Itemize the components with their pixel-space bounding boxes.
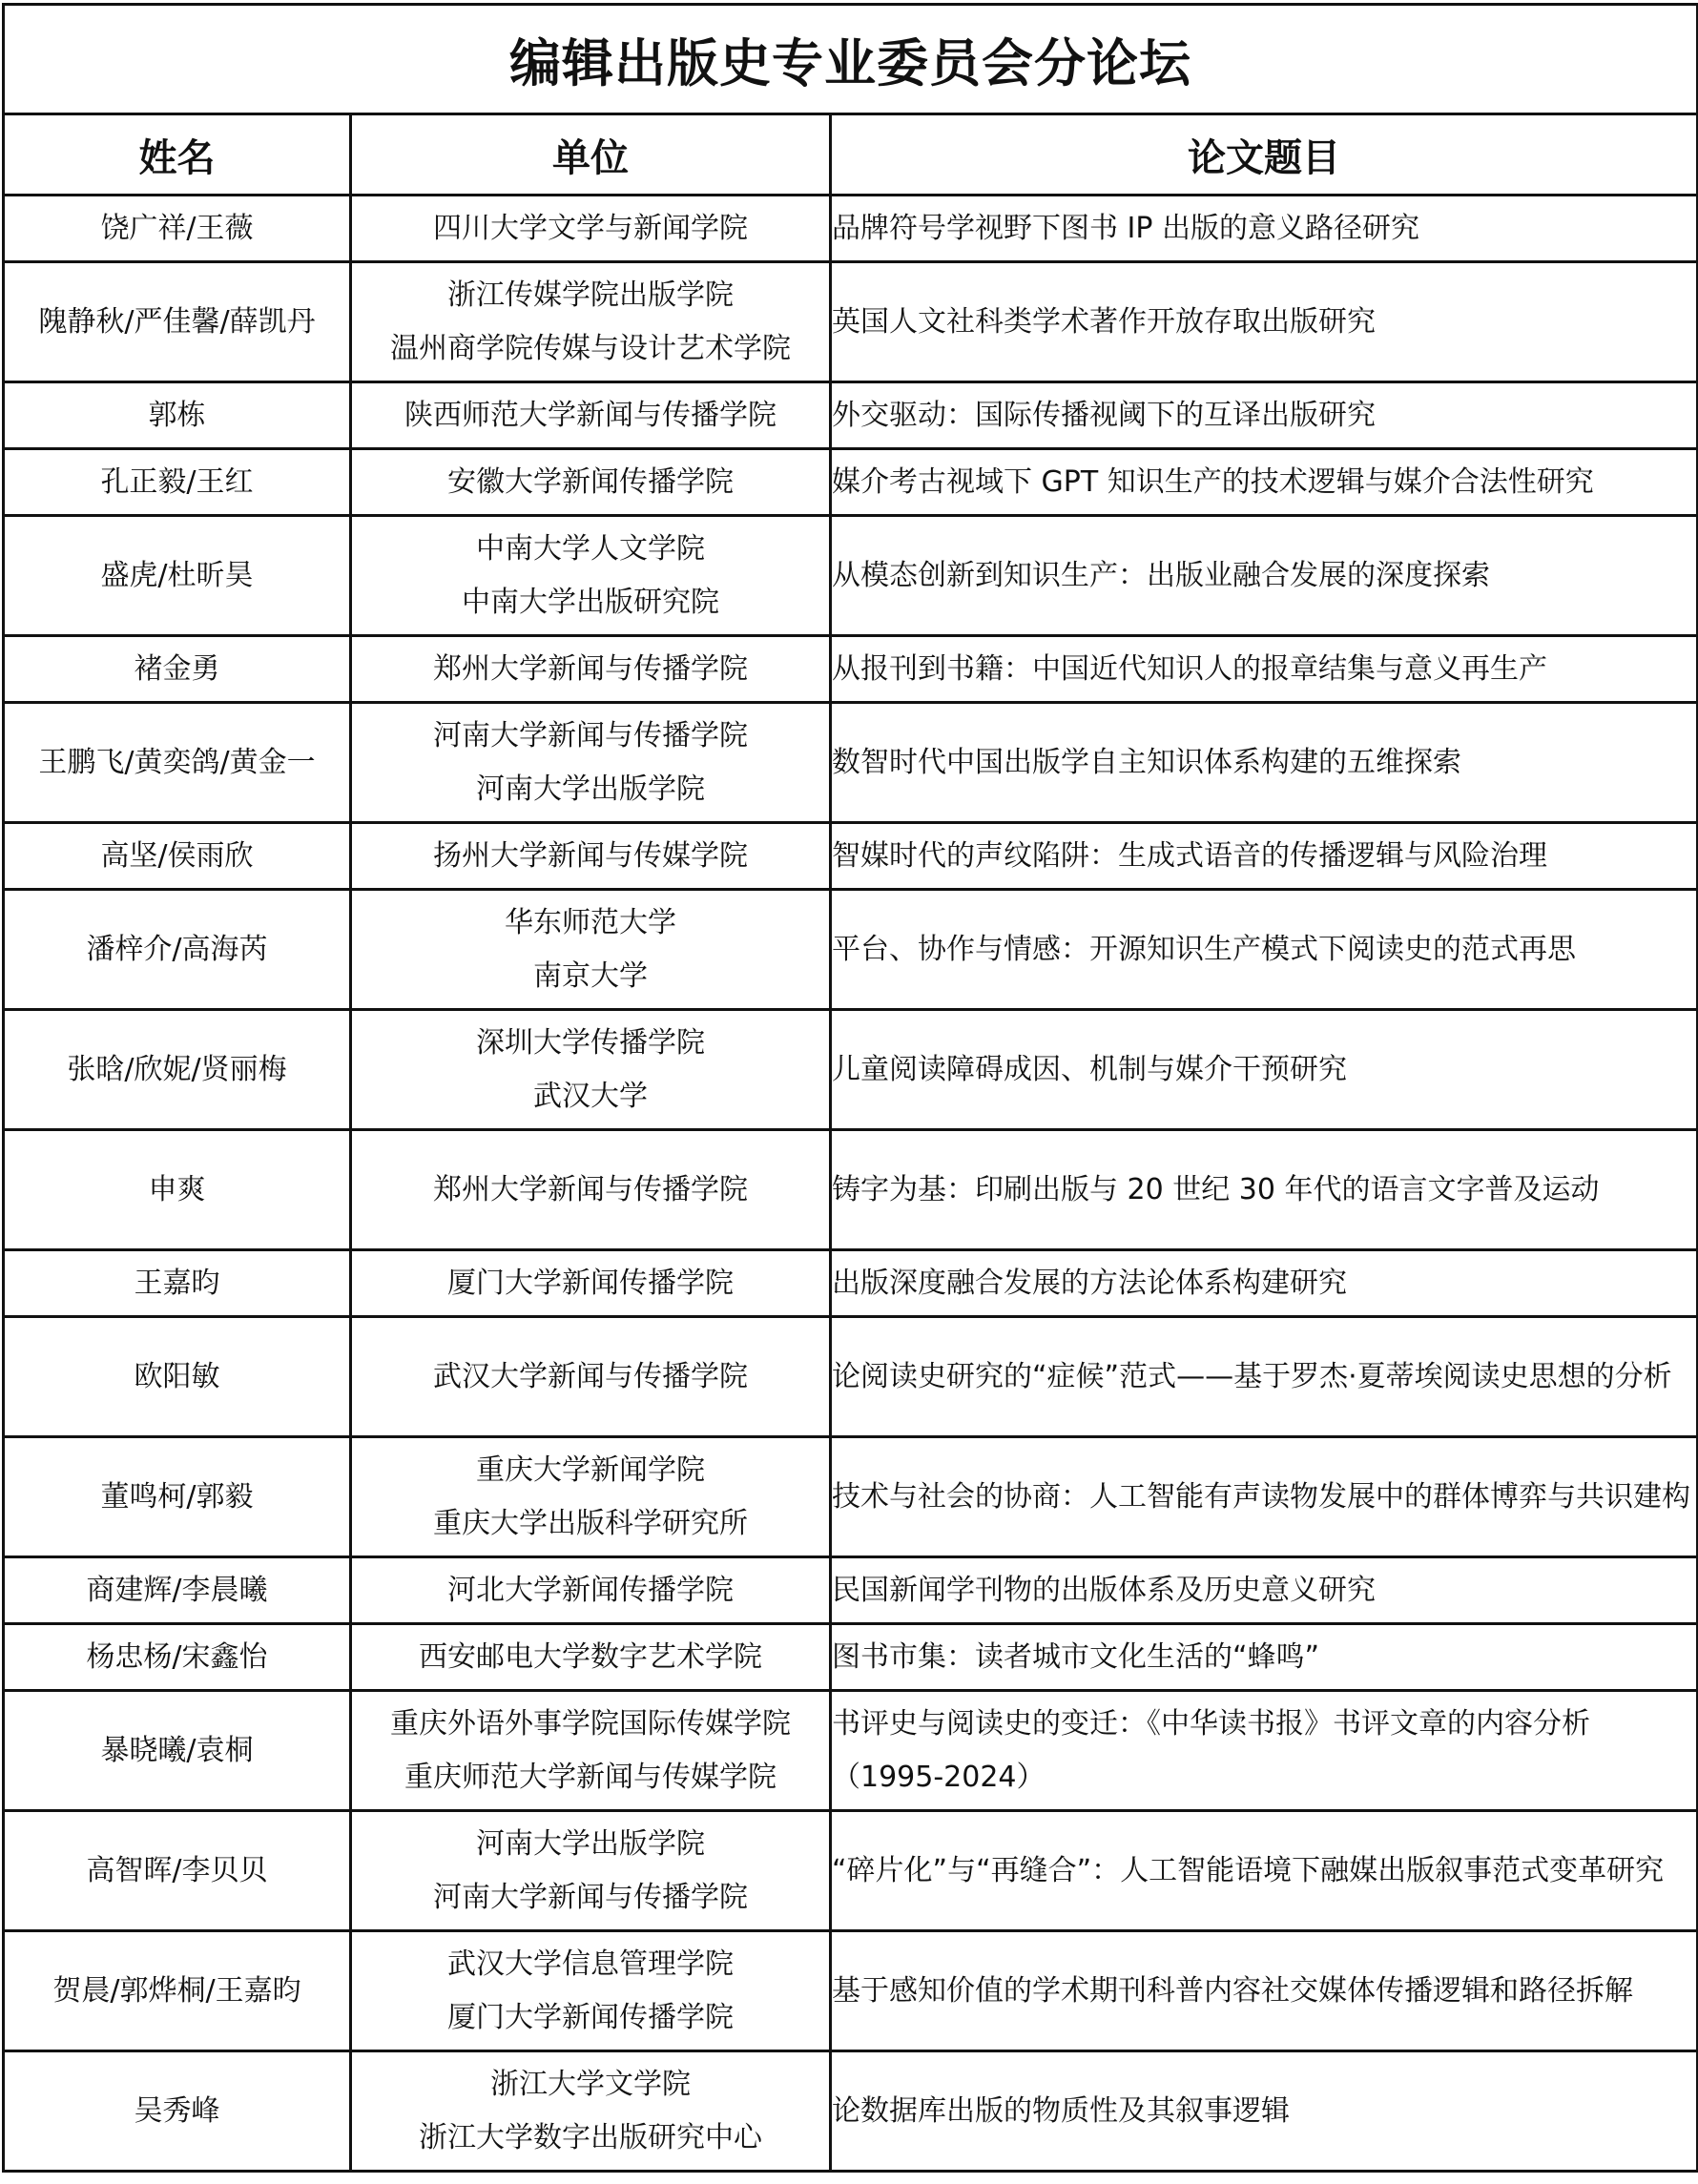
paper-title: “碎片化”与“再缝合”：人工智能语境下融媒出版叙事范式变革研究 [832,1853,1665,1887]
table-row [4,636,1698,703]
affiliation-line: 华东师范大学 [505,905,676,939]
affiliation-line: 陕西师范大学新闻与传播学院 [404,398,777,432]
author-names: 高智晖/李贝贝 [86,1853,268,1887]
author-names: 张晗/欣妮/贤丽梅 [67,1052,287,1086]
forum-table [2,3,1698,2173]
author-cell [4,823,351,890]
author-cell [4,516,351,636]
affiliation-cell [351,703,831,823]
affiliation-line: 武汉大学新闻与传播学院 [433,1359,748,1393]
paper-title-cell [831,382,1698,449]
affiliation-line: 河南大学新闻与传播学院 [433,718,748,752]
affiliation-line: 南京大学 [533,958,648,993]
affiliation-cell [351,1250,831,1317]
affiliation-line: 武汉大学信息管理学院 [447,1947,734,1981]
author-names: 郭栋 [148,398,206,432]
author-names: 王嘉昀 [134,1266,220,1300]
author-cell [4,1691,351,1811]
table-row [4,2051,1698,2172]
author-names: 褚金勇 [134,651,220,686]
affiliation-line: 厦门大学新闻传播学院 [447,2000,734,2034]
author-cell [4,1437,351,1557]
paper-title: 平台、协作与情感：开源知识生产模式下阅读史的范式再思 [832,932,1576,966]
paper-title: 论阅读史研究的“症候”范式——基于罗杰·夏蒂埃阅读史思想的分析 [832,1359,1672,1393]
table-row [4,1130,1698,1250]
affiliation-line: 四川大学文学与新闻学院 [433,211,748,245]
paper-title: 铸字为基：印刷出版与 20 世纪 30 年代的语言文字普及运动 [832,1172,1600,1206]
author-cell [4,1624,351,1691]
affiliation-cell [351,890,831,1010]
author-names: 欧阳敏 [134,1359,220,1393]
affiliation-cell [351,1811,831,1931]
paper-title: 智媒时代的声纹陷阱：生成式语音的传播逻辑与风险治理 [832,838,1547,873]
author-cell [4,890,351,1010]
paper-title: 媒介考古视域下 GPT 知识生产的技术逻辑与媒介合法性研究 [832,464,1594,499]
table-row [4,1931,1698,2051]
affiliation-line: 中南大学出版研究院 [462,585,719,619]
author-names: 吴秀峰 [134,2093,220,2128]
affiliation-line: 浙江传媒学院出版学院 [447,278,734,312]
affiliation-cell [351,262,831,382]
column-header-unit: 单位 [351,114,831,196]
affiliation-line: 河北大学新闻传播学院 [447,1573,734,1607]
affiliation-cell [351,196,831,262]
affiliation-line: 厦门大学新闻传播学院 [447,1266,734,1300]
affiliation-line: 河南大学出版学院 [476,1826,705,1861]
paper-title-cell [831,703,1698,823]
table-row [4,1811,1698,1931]
author-names: 杨忠杨/宋鑫怡 [86,1639,268,1674]
paper-title-cell [831,1811,1698,1931]
author-cell [4,1010,351,1130]
author-cell [4,1317,351,1437]
author-names: 董鸣柯/郭毅 [100,1479,254,1514]
author-names: 申爽 [148,1172,206,1206]
author-names: 高坚/侯雨欣 [100,838,254,873]
paper-title: 外交驱动：国际传播视阈下的互译出版研究 [832,398,1376,432]
table-row [4,703,1698,823]
author-cell [4,196,351,262]
affiliation-cell [351,1931,831,2051]
author-names: 贺晨/郭烨桐/王嘉昀 [52,1973,301,2008]
affiliation-cell [351,1691,831,1811]
table-row [4,1317,1698,1437]
table-row [4,1010,1698,1130]
paper-title-cell [831,1557,1698,1624]
affiliation-line: 武汉大学 [533,1079,648,1113]
paper-title-cell [831,1691,1698,1811]
table-row [4,382,1698,449]
affiliation-line: 河南大学新闻与传播学院 [433,1880,748,1914]
table-row [4,516,1698,636]
author-cell [4,636,351,703]
affiliation-line: 重庆大学新闻学院 [476,1453,705,1487]
paper-title: 从模态创新到知识生产：出版业融合发展的深度探索 [832,558,1490,592]
author-cell [4,1557,351,1624]
paper-title-cell [831,449,1698,516]
affiliation-line: 郑州大学新闻与传播学院 [433,1172,748,1206]
paper-title-cell [831,262,1698,382]
affiliation-line: 重庆大学出版科学研究所 [433,1506,748,1540]
header-row [4,114,1698,196]
paper-title: 论数据库出版的物质性及其叙事逻辑 [832,2093,1290,2128]
affiliation-cell [351,382,831,449]
affiliation-line: 深圳大学传播学院 [476,1025,705,1060]
table-row [4,1624,1698,1691]
paper-title-cell [831,516,1698,636]
affiliation-line: 河南大学出版学院 [476,772,705,806]
author-names: 孔正毅/王红 [100,464,254,499]
paper-title-cell [831,1624,1698,1691]
affiliation-line: 浙江大学文学院 [490,2067,691,2101]
column-header-topic: 论文题目 [831,114,1698,196]
author-cell [4,703,351,823]
table-row [4,1250,1698,1317]
affiliation-line: 扬州大学新闻与传媒学院 [433,838,748,873]
paper-title-cell [831,1931,1698,2051]
affiliation-cell [351,1317,831,1437]
table-row [4,262,1698,382]
affiliation-line: 重庆师范大学新闻与传媒学院 [404,1760,777,1794]
author-names: 饶广祥/王薇 [100,211,254,245]
affiliation-cell [351,1624,831,1691]
author-cell [4,1130,351,1250]
affiliation-cell [351,516,831,636]
paper-title-cell [831,1250,1698,1317]
title-row [4,5,1698,114]
affiliation-line: 重庆外语外事学院国际传媒学院 [390,1706,791,1741]
affiliation-cell [351,2051,831,2172]
affiliation-line: 中南大学人文学院 [476,531,705,566]
table-row [4,196,1698,262]
paper-title-cell [831,1317,1698,1437]
author-cell [4,1931,351,2051]
author-cell [4,382,351,449]
affiliation-cell [351,636,831,703]
paper-title: 图书市集：读者城市文化生活的“蜂鸣” [832,1639,1320,1674]
paper-title: 技术与社会的协商：人工智能有声读物发展中的群体博弈与共识建构 [832,1479,1690,1514]
table-row [4,1691,1698,1811]
affiliation-cell [351,1130,831,1250]
table-row [4,890,1698,1010]
table-row [4,823,1698,890]
paper-title-cell [831,890,1698,1010]
paper-title: 英国人文社科类学术著作开放存取出版研究 [832,304,1376,339]
paper-title-cell [831,2051,1698,2172]
paper-title: 书评史与阅读史的变迁：《中华读书报》书评文章的内容分析（1995-2024） [832,1706,1590,1794]
author-cell [4,1811,351,1931]
author-names: 暴晓曦/袁桐 [100,1733,254,1767]
author-names: 商建辉/李晨曦 [86,1573,268,1607]
affiliation-cell [351,1437,831,1557]
affiliation-line: 郑州大学新闻与传播学院 [433,651,748,686]
paper-title: 品牌符号学视野下图书 IP 出版的意义路径研究 [832,211,1420,245]
affiliation-line: 安徽大学新闻传播学院 [447,464,734,499]
paper-title: 民国新闻学刊物的出版体系及历史意义研究 [832,1573,1376,1607]
paper-title-cell [831,196,1698,262]
table-title: 编辑出版史专业委员会分论坛 [4,5,1698,114]
author-cell [4,449,351,516]
paper-title: 出版深度融合发展的方法论体系构建研究 [832,1266,1347,1300]
paper-title-cell [831,1010,1698,1130]
affiliation-line: 浙江大学数字出版研究中心 [419,2120,762,2154]
affiliation-cell [351,1557,831,1624]
author-cell [4,262,351,382]
affiliation-cell [351,1010,831,1130]
author-names: 潘梓介/高海芮 [86,932,268,966]
author-cell [4,1250,351,1317]
affiliation-line: 温州商学院传媒与设计艺术学院 [390,331,791,365]
affiliation-cell [351,449,831,516]
table-row [4,1557,1698,1624]
paper-title-cell [831,823,1698,890]
table-row [4,1437,1698,1557]
paper-title-cell [831,1437,1698,1557]
author-cell [4,2051,351,2172]
paper-title: 儿童阅读障碍成因、机制与媒介干预研究 [832,1052,1347,1086]
paper-title-cell [831,1130,1698,1250]
paper-title: 数智时代中国出版学自主知识体系构建的五维探索 [832,745,1461,779]
author-names: 盛虎/杜昕昊 [100,558,254,592]
column-header-name: 姓名 [4,114,351,196]
author-names: 王鹏飞/黄奕鸽/黄金一 [38,745,316,779]
affiliation-line: 西安邮电大学数字艺术学院 [419,1639,762,1674]
paper-title-cell [831,636,1698,703]
paper-title: 基于感知价值的学术期刊科普内容社交媒体传播逻辑和路径拆解 [832,1973,1633,2008]
author-names: 隗静秋/严佳馨/薛凯丹 [38,304,316,339]
paper-title: 从报刊到书籍：中国近代知识人的报章结集与意义再生产 [832,651,1547,686]
affiliation-cell [351,823,831,890]
table-row [4,449,1698,516]
